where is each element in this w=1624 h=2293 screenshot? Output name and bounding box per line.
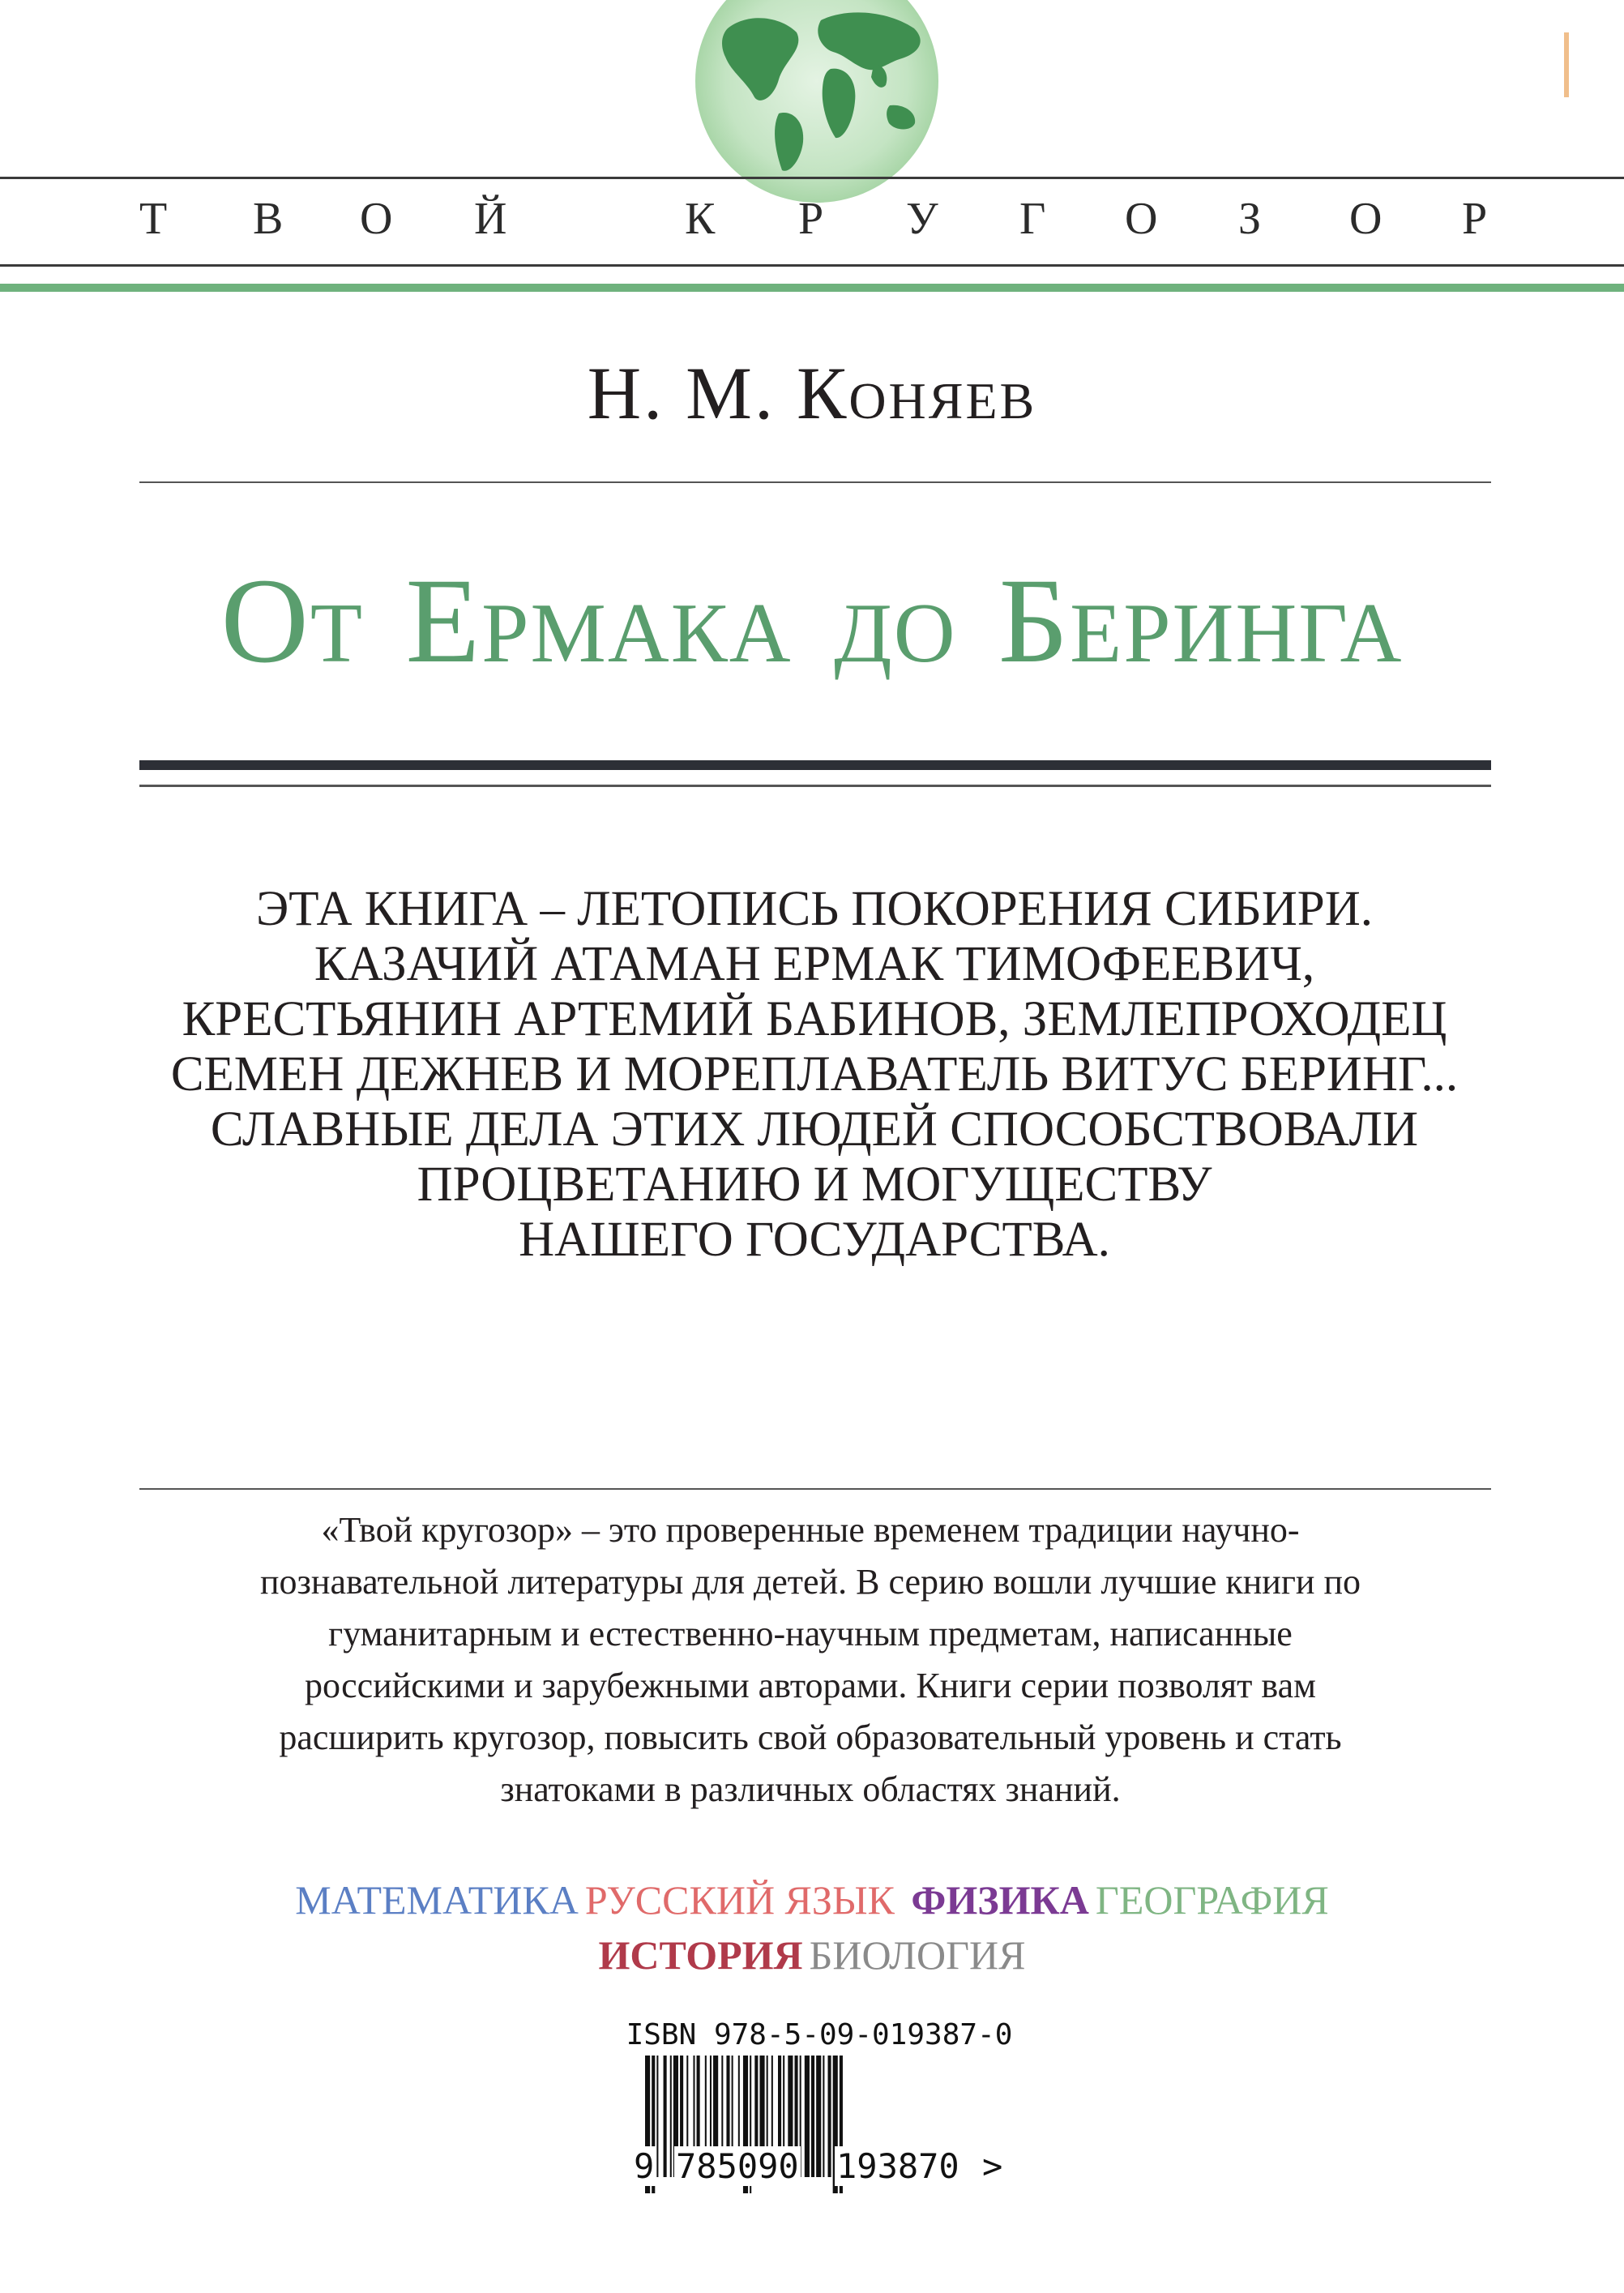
series-letter: Т [139,194,168,244]
description-line: знатоками в различных областях знаний. [500,1769,1121,1809]
rule-title-thick [139,760,1491,770]
annotation-line: ЭТА КНИГА – ЛЕТОПИСЬ ПОКОРЕНИЯ СИБИРИ. [255,882,1374,936]
annotation-line: КРЕСТЬЯНИН АРТЕМИЙ БАБИНОВ, ЗЕМЛЕПРОХОДЕЦ [182,992,1447,1046]
author-name: Н. М. Коняев [587,352,1037,434]
annotation [97,882,1532,1268]
rule-under-author [139,481,1491,483]
subject-biology: БИОЛОГИЯ [809,1932,1026,1978]
series-letter: З [1238,194,1262,244]
series-letter: Р [798,194,824,244]
description-line: познавательной литературы для детей. В серию вошли лучшие книги по [259,1562,1361,1602]
barcode-arrow: > [982,2146,1003,2186]
barcode-digits [632,2146,1005,2195]
rule-title-thin [139,785,1491,787]
barcode-digit-first: 9 [634,2146,655,2186]
subject-physics: ФИЗИКА [911,1877,1089,1923]
description-line: гуманитарным и естественно-научным предметам, написанные [328,1614,1293,1653]
rule-about [139,1488,1491,1490]
subject-geography: ГЕОГРАФИЯ [1095,1877,1329,1923]
series-letter: Р [1462,194,1488,244]
subject-mathematics: МАТЕМАТИКА [295,1877,579,1923]
edge-mark [1564,32,1569,97]
series-letter: В [253,194,284,244]
series-letter: Г [1019,194,1046,244]
series-letter: О [360,194,393,244]
globe-icon [683,0,951,203]
series-letter: К [685,194,716,244]
book-title: От Ермака до Беринга [220,554,1404,688]
annotation-line: НАШЕГО ГОСУДАРСТВА. [519,1213,1110,1267]
annotation-line: КАЗАЧИЙ АТАМАН ЕРМАК ТИМОФЕЕВИЧ, [314,937,1315,991]
rule-top [0,177,1624,179]
rule-series-green [0,284,1624,292]
rule-series-bottom [0,264,1624,267]
subject-history: ИСТОРИЯ [598,1932,803,1978]
annotation-line: СЕМЕН ДЕЖНЕВ И МОРЕПЛАВАТЕЛЬ ВИТУС БЕРИНГ... [170,1047,1459,1102]
subjects-list [0,1872,1624,1983]
series-letter: Й [474,194,507,244]
isbn-label: ISBN 978-5-09-019387-0 [626,2018,1013,2051]
series-letter: О [1349,194,1383,244]
series-description [130,1504,1491,1816]
subject-russian: РУССКИЙ ЯЗЫК [584,1877,895,1923]
annotation-line: ПРОЦВЕТАНИЮ И МОГУЩЕСТВУ [417,1157,1212,1212]
description-line: российскими и зарубежными авторами. Книги серии позволят вам [305,1666,1316,1705]
description-line: «Твой кругозор» – это проверенные временем традиции научно- [321,1510,1300,1550]
barcode-digits-right: 193870 [836,2146,959,2186]
series-letter: О [1125,194,1158,244]
series-name [0,193,1624,258]
series-letter: У [906,194,938,244]
barcode-digits-left: 785090 [676,2146,799,2186]
description-line: расширить кругозор, повысить свой образовательный уровень и стать [279,1718,1342,1757]
annotation-line: СЛАВНЫЕ ДЕЛА ЭТИХ ЛЮДЕЙ СПОСОБСТВОВАЛИ [210,1102,1419,1157]
